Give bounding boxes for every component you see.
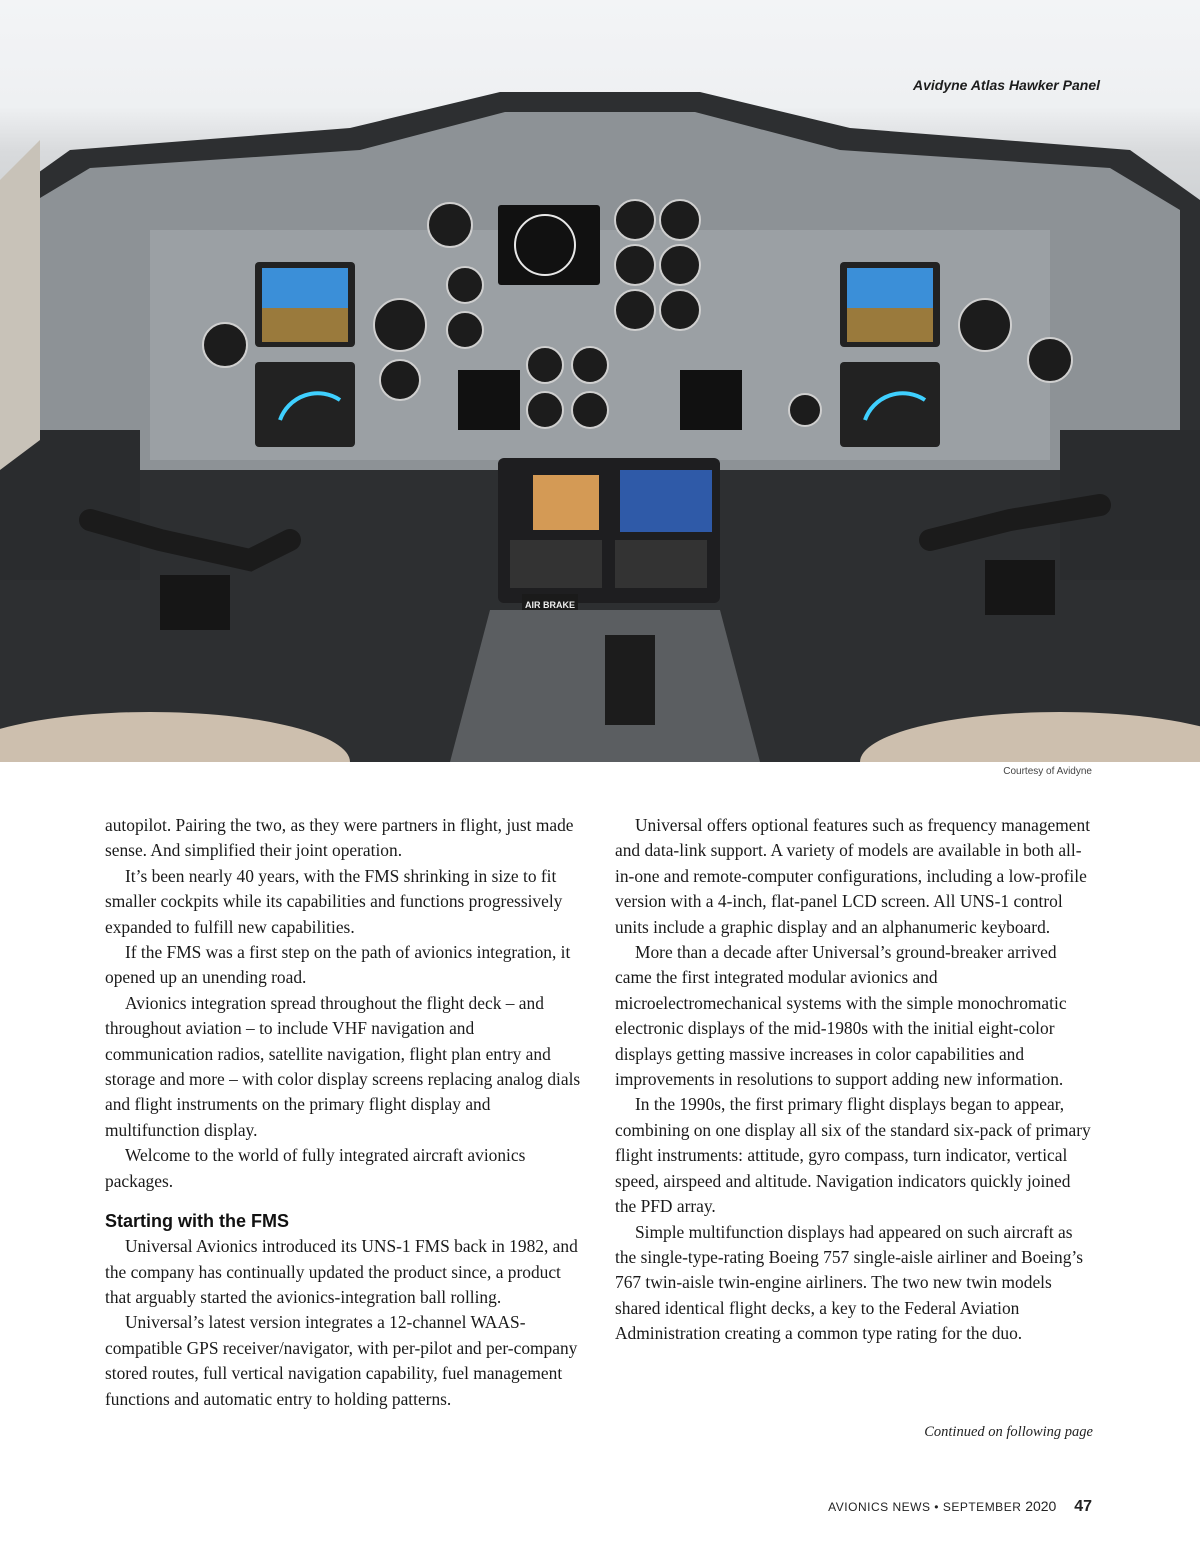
fms-units: [498, 458, 720, 603]
right-mfd: [840, 362, 940, 447]
air-brake-label: AIR BRAKE: [524, 600, 576, 610]
paragraph: In the 1990s, the first primary flight displays began to appear, combining on one display all six of the standard six-pack of primary flight instruments: attitude, gyro compass, turn indicator, vertical speed, airspeed and altitude. Navigation indicators quickly joined the PFD array.: [615, 1094, 1091, 1217]
paragraph: More than a decade after Universal’s ground-breaker arrived came the first integrated modular avionics and microelectromechanical systems with the simple monochromatic electronic displays of the mid-1980s with the initial eight-color displays getting massive increases in color capabilities and improvements in resolutions to support adding new information.: [615, 942, 1067, 1090]
continued-note: Continued on following page: [924, 1424, 1093, 1440]
issue-month: SEPTEMBER: [942, 1500, 1022, 1514]
cockpit-photo: [0, 0, 1200, 762]
photo-caption: Avidyne Atlas Hawker Panel: [912, 77, 1100, 93]
paragraph: Avionics integration spread throughout the flight deck – and throughout aviation – to include VHF navigation and communication radios, satellite navigation, flight plan entry and storage and more – with color display screens replacing analog dials and flight instruments on the primary flight display and multifunction display.: [105, 992, 581, 1140]
paragraph: Welcome to the world of fully integrated aircraft avionics packages.: [105, 1145, 526, 1191]
publication-name: AVIONICS NEWS: [828, 1500, 931, 1514]
page-number: 47: [1074, 1498, 1092, 1515]
cockpit-illustration: [0, 0, 1200, 762]
page-footer: [828, 1498, 1092, 1516]
paragraph: autopilot. Pairing the two, as they were partners in flight, just made sense. And simplified their joint operation.: [105, 815, 574, 861]
left-pfd: [255, 262, 355, 347]
right-pfd: [840, 262, 940, 347]
paragraph: It’s been nearly 40 years, with the FMS shrinking in size to fit smaller cockpits while its capabilities and functions progressively expanded to fulfill new capabilities.: [105, 865, 563, 937]
paragraph: Simple multifunction displays had appeared on such aircraft as the single-type-rating Boeing 757 single-aisle airliner and Boeing’s 767 twin-aisle twin-engine airliners. The two new twin models shared identical flight decks, a key to the Federal Aviation Administration creating a common type rating for the duo.: [615, 1221, 1083, 1344]
photo-credit: Courtesy of Avidyne: [1003, 766, 1092, 777]
paragraph: If the FMS was a first step on the path of avionics integration, it opened up an unending road.: [105, 942, 571, 988]
paragraph: Universal offers optional features such as frequency management and data-link support. A variety of models are available in both all-in-one and remote-computer configurations, including a low-profile version with a 4-inch, flat-panel LCD screen. All UNS-1 control units include a graphic display and an alphanumeric keyboard.: [615, 815, 1091, 937]
article-column-right: [615, 813, 1095, 1347]
article-column-left: [105, 813, 585, 1412]
footer-bullet: •: [934, 1500, 939, 1514]
section-heading: Starting with the FMS: [105, 1211, 289, 1232]
issue-year: 2020: [1025, 1498, 1057, 1514]
left-mfd: [255, 362, 355, 447]
paragraph: Universal’s latest version integrates a 12-channel WAAS-compatible GPS receiver/navigator, with per-pilot and per-company stored routes, full vertical navigation capability, fuel management functions and automatic entry to holding patterns.: [105, 1312, 578, 1409]
paragraph: Universal Avionics introduced its UNS-1 FMS back in 1982, and the company has continually updated the product since, a product that arguably started the avionics-integration ball rolling.: [105, 1236, 578, 1307]
